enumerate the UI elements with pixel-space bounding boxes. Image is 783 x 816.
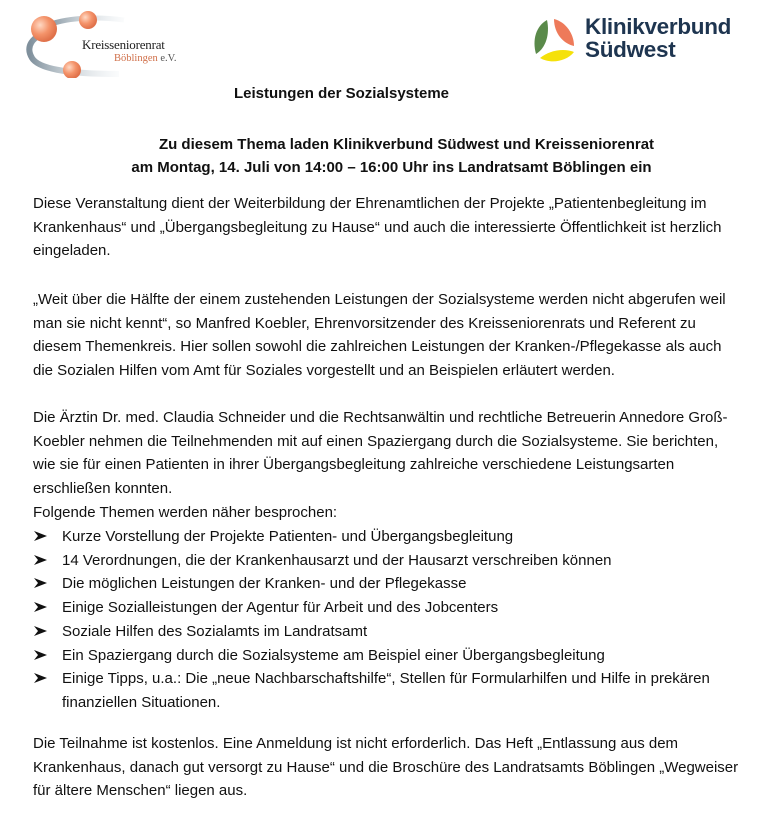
orb-icon (79, 11, 97, 29)
topic-text: Einige Sozialleistungen der Agentur für Arbeit und des Jobcenters (62, 599, 499, 617)
list-item (33, 549, 743, 573)
list-item (33, 596, 743, 620)
topic-text: Die möglichen Leistungen der Kranken- und der Pflegekasse (62, 575, 467, 593)
logo-line-2: Südwest (585, 37, 676, 62)
topic-text: 14 Verordnungen, die der Krankenhausarzt und der Hausarzt verschreiben können (62, 551, 612, 569)
invitation-line-1: Zu diesem Thema laden Klinikverbund Südwest und Kreisseniorenrat (158, 136, 655, 153)
page-title: Leistungen der Sozialsysteme (233, 85, 450, 102)
topic-text: Ein Spaziergang durch die Sozialsysteme am Beispiel einer Übergangsbegleitung (62, 646, 605, 664)
topics-intro (33, 501, 743, 525)
speakers-paragraph (33, 406, 743, 501)
logo-subtitle (114, 53, 177, 64)
orb-icon (31, 16, 57, 42)
invitation (0, 133, 783, 179)
list-item (33, 572, 743, 596)
logo-line-1: Klinikverbund (585, 14, 732, 39)
list-item (33, 525, 743, 549)
arrow-bullet-icon (33, 667, 49, 695)
kreisseniorenrat-logo (24, 8, 177, 78)
intro-text: Diese Veranstaltung dient der Weiterbildung der Ehrenamtlichen der Projekte „Patientenbegleitung im Krankenhaus“ und „Übergangsbegleitung zu Hause“ und auch die interessierte Öffentlichkeit ist herzlich eingeladen. (33, 195, 722, 260)
logo-name: Kreisseniorenrat (82, 37, 165, 52)
quote-text: „Weit über die Hälfte der einem zustehenden Leistungen der Sozialsysteme werden nicht abgerufen weil man sie nicht kennt“, so Manfred Koebler, Ehrenvorsitzender des Kreisseniorenrats und Referent zu diesem Themenkreis. Hier sollen sowohl die zahlreichen Leistungen der Kranken-/Pflegekasse als auch die Sozialen Hilfen vom Amt für Soziales vorgestellt und an Beispielen erläutert werden. (33, 291, 726, 380)
speakers-text: Die Ärztin Dr. med. Claudia Schneider und die Rechtsanwältin und rechtliche Betreuerin Annedore Groß-Koebler nehmen die Teilnehmenden mit auf einen Spaziergang durch die Sozialsysteme. Sie berichten, wie sie für einen Patienten in ihrer Übergangsbegleitung zahlreiche verschiedene Leistungsarten erschließen konnten. (33, 409, 728, 498)
list-item (33, 667, 743, 714)
quote-paragraph (33, 288, 743, 383)
orb-icon (63, 61, 81, 78)
three-leaves-icon (530, 16, 578, 64)
intro-paragraph (33, 192, 743, 263)
closing-paragraph (33, 732, 743, 803)
topics-intro-text: Folgende Themen werden näher besprochen: (33, 504, 338, 521)
list-item (33, 644, 743, 668)
topic-text: Einige Tipps, u.a.: Die „neue Nachbarschaftshilfe“, Stellen für Formularhilfen und Hilfe in prekären finanziellen Situationen. (62, 670, 710, 711)
klinikverbund-logo (530, 12, 770, 67)
topics-list (33, 525, 743, 715)
closing-text: Die Teilnahme ist kostenlos. Eine Anmeldung ist nicht erforderlich. Das Heft „Entlassung aus dem Krankenhaus, danach gut versorgt zu Hause“ und die Broschüre des Landratsamts Böblingen „Wegweiser für ältere Menschen“ liegen aus. (33, 735, 739, 800)
invitation-line-2: am Montag, 14. Juli von 14:00 – 16:00 Uhr ins Landratsamt Böblingen ein (131, 159, 652, 176)
topic-text: Soziale Hilfen des Sozialamts im Landratsamt (62, 622, 368, 640)
list-item (33, 620, 743, 644)
topic-text: Kurze Vorstellung der Projekte Patienten- und Übergangsbegleitung (62, 528, 514, 545)
logo-sub-place: Böblingen (114, 53, 158, 64)
logo-sub-suffix: e.V. (160, 53, 177, 64)
